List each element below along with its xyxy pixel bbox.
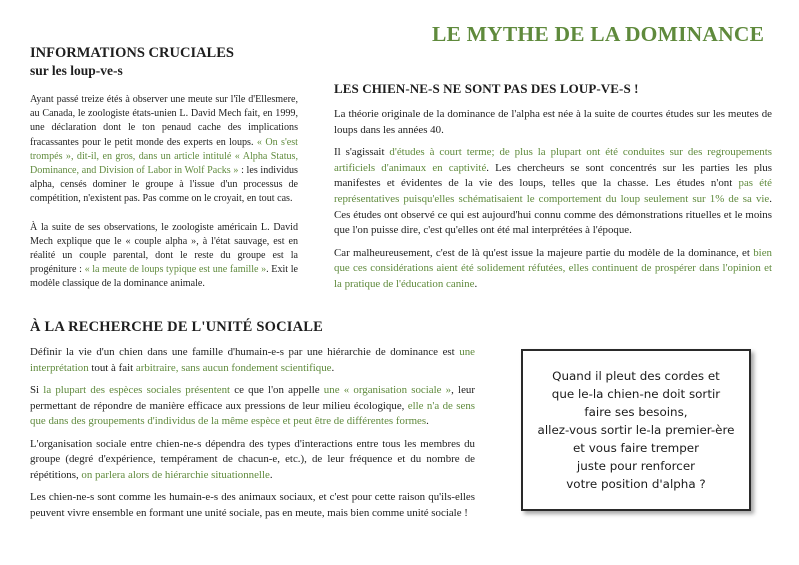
text-run: . — [426, 415, 429, 427]
quote-line: Quand il pleut des cordes et — [552, 369, 720, 383]
social-unit-paragraph-1 — [30, 345, 475, 376]
highlight-run: on parlera alors de hiérarchie situationnelle — [81, 468, 270, 481]
text-run: . Ces études ont observé ce qui est aujourd'hui connu comme des démonstrations rituelles et le moins que l'on puisse dire, c'est qu'elles ont été mal interprétées à l'époque. — [334, 192, 772, 237]
highlight-run: pas été représentatives puisqu'elles schématisaient le comportement du loup seulement sur 1% de sa vie — [334, 177, 772, 205]
wolf-info-heading: INFORMATIONS CRUCIALES — [30, 45, 234, 61]
social-unit-paragraph-4: Les chien-ne-s sont comme les humain-e-s des animaux sociaux, et c'est pour cette raison qu'ils-elles peuvent vivre ensemble en formant une unité sociale, pas en meute, mais bien comme unité sociale ! — [30, 491, 475, 519]
quote-box — [521, 349, 751, 511]
text-run: tout à fait — [88, 361, 136, 374]
highlight-run: la plupart des espèces sociales présentent — [43, 384, 231, 396]
quote-line: votre position d'alpha ? — [566, 477, 706, 491]
highlight-run: elle n'a de sens que dans des groupements d'individus de la même espèce et peut être de différentes formes — [30, 399, 476, 427]
dogs-not-wolves-paragraph-3 — [334, 246, 772, 293]
text-run: . — [331, 361, 335, 374]
highlight-run: une « organisation sociale » — [323, 384, 452, 396]
text-run: . — [269, 468, 273, 481]
social-unit-section — [30, 318, 475, 521]
quote-line: allez-vous sortir le-la premier-ère — [537, 423, 735, 437]
wolf-info-section — [30, 44, 298, 292]
dogs-not-wolves-heading: LES CHIEN-NE-S NE SONT PAS DES LOUP-VE-S ! — [334, 81, 639, 96]
wolf-info-subheading: sur les loup-ve-s — [30, 63, 123, 78]
dogs-not-wolves-paragraph-1: La théorie originale de la dominance de l'alpha est née à la suite de courtes études sur les meutes de loups dans les années 40. — [334, 108, 772, 136]
text-run: Si — [30, 384, 44, 396]
quote-line: que le-la chien-ne doit sortir — [551, 387, 721, 401]
text-run: . Exit le modèle classique de la dominance animale. — [30, 264, 298, 290]
text-run: Définir la vie d'un chien dans une famille d'humain-e-s par une hiérarchie de dominance est — [30, 346, 460, 358]
text-run: Car malheureusement, c'est de là qu'est issue la majeure partie du modèle de la dominance, et — [334, 246, 754, 259]
social-unit-paragraph-2 — [30, 383, 475, 430]
wolf-info-paragraph-1 — [30, 93, 298, 207]
dogs-not-wolves-section — [334, 80, 772, 293]
dogs-not-wolves-paragraph-2 — [334, 145, 772, 239]
text-run: ce que l'on appelle — [230, 384, 324, 396]
text-run: À la suite de ses observations, le zoologiste américain L. David Mech explique que le « couple alpha », à l'état sauvage, est en réalité un couple parental, dont le reste du groupe est la progéniture : — [30, 221, 298, 276]
highlight-run: d'études à court terme; de plus la plupart ont été conduites sur des regroupements artificiels d'animaux en captivité — [334, 146, 773, 174]
highlight-run: « la meute de loups typique est une famille » — [84, 264, 267, 276]
quote-line: et vous faire tremper — [572, 441, 699, 455]
highlight-run: « On s'est trompés », dit-il, en gros, dans un article intitulé « Alpha Status, Dominance, and Division of Labor in Wolf Packs » — [30, 136, 298, 177]
text-run: L'organisation sociale entre chien-ne-s dépendra des types d'interactions entre tous les membres du groupe (degré d'expérience, tempérament de chacun-e, etc.), de leur fréquence et du nombre de répétitions, — [30, 437, 475, 481]
social-unit-heading: À LA RECHERCHE DE L'UNITÉ SOCIALE — [30, 319, 324, 335]
text-run: Ayant passé treize étés à observer une meute sur l'île d'Ellesmere, au Canada, le zoologiste états-unien L. David Mech fait, en 1999, une déclaration dont le ton penaud cache des implications fracassantes pour le petit monde des experts en loups. — [30, 94, 298, 148]
highlight-run: bien que ces considérations aient été solidement réfutées, elles continuent de prospérer dans l'opinion et la pratique de l'éducation canine — [334, 246, 772, 290]
highlight-run: arbitraire, sans aucun fondement scientifique — [135, 361, 332, 374]
text-run: : les individus alpha, censés dominer le groupe à l'issue d'un processus de compétition, n'existent pas. Pas comme on le croyait, en tout cas. — [30, 165, 298, 205]
text-run: Il s'agissait — [334, 146, 390, 159]
text-run: . — [474, 277, 478, 290]
page-title: LE MYTHE DE LA DOMINANCE — [432, 22, 765, 46]
highlight-run: une interprétation — [30, 346, 475, 374]
quote-line: faire ses besoins, — [584, 405, 688, 419]
text-run: , leur permettant de répondre de manière efficace aux pressions de leur milieu écologique, — [30, 384, 475, 412]
quote-text — [538, 367, 735, 493]
social-unit-paragraph-3 — [30, 437, 475, 484]
text-run: . Les chercheurs se sont concentrés sur les parties les plus manifestes et évidentes de la vie des loups, telles que la chasse. Les études n'ont — [334, 161, 772, 190]
quote-line: juste pour renforcer — [576, 459, 696, 473]
wolf-info-paragraph-2 — [30, 221, 298, 292]
